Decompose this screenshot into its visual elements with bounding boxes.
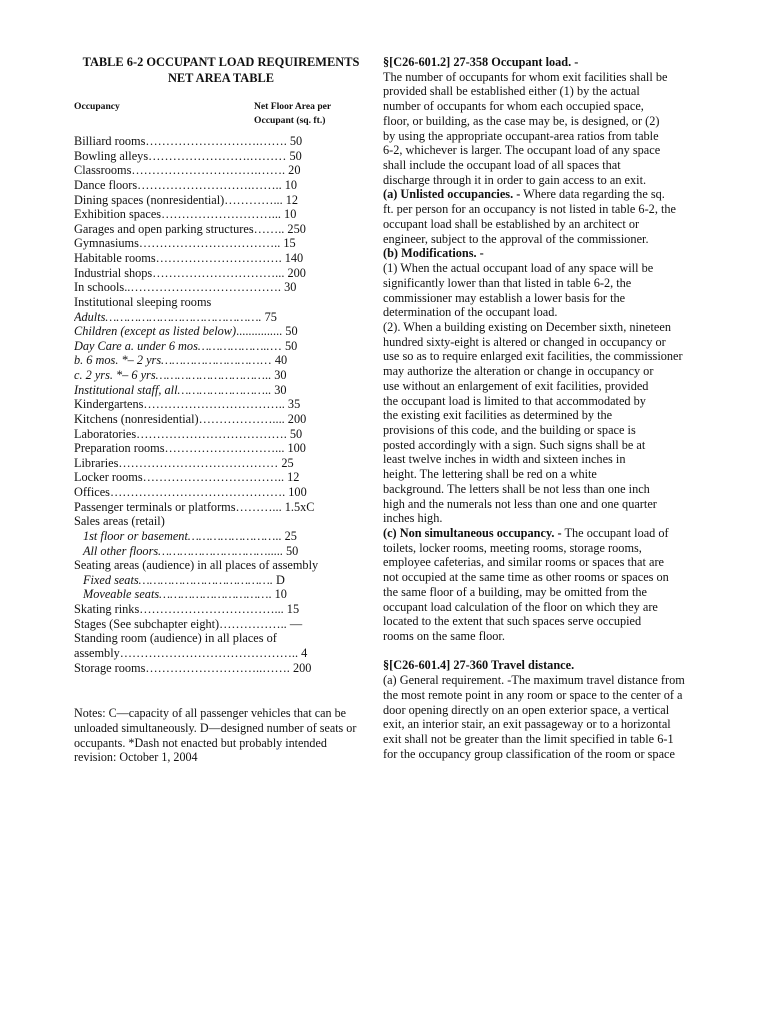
text-line: exit shall not be greater than the limit specified in table 6-1 xyxy=(383,732,674,747)
row-label: Exhibition spaces………………………... 10 xyxy=(74,207,297,222)
table-row xyxy=(74,529,368,544)
row-label: Kindergartens…………………………….. 35 xyxy=(74,397,301,412)
row-label: c. 2 yrs. *– 6 yrs………………………… xyxy=(74,368,265,382)
row-label: Habitable rooms…………………………. 140 xyxy=(74,251,304,265)
subsection-c-first-text: The occupant load of xyxy=(561,526,669,540)
text-line: 6-2, whichever is larger. The occupant load of any space xyxy=(383,143,661,158)
table-row xyxy=(74,631,368,646)
text-line: may authorize the alteration or change in occupancy or xyxy=(383,364,654,379)
text-line: located to the extent that such spaces serve occupied xyxy=(383,614,642,629)
text-line: the same floor of a building, may be omitted from the xyxy=(383,584,647,599)
subsection-a-text xyxy=(383,202,693,246)
row-label: assembly…………………………………….. 4 xyxy=(74,645,308,660)
row-label: All other floors………………………… xyxy=(83,543,268,558)
table-row xyxy=(74,602,368,617)
table-row xyxy=(74,617,368,632)
row-label: Dance floors……………………….…….. 10 xyxy=(74,177,298,192)
text-line: (1) When the actual occupant load of any space will be xyxy=(383,261,654,276)
subsection-c-heading: (c) Non simultaneous occupancy. - xyxy=(383,526,562,540)
text-line: the occupant load is limited to that accommodated by xyxy=(383,393,646,408)
subsection-b-text xyxy=(383,261,693,526)
row-label: Fixed seats………………………………. xyxy=(83,572,273,587)
table-row xyxy=(74,295,368,310)
text-line: occupant load calculation of the floor on which they are xyxy=(383,599,658,614)
table-row xyxy=(74,207,368,222)
row-label: Gymnasiums…………………………….. 15 xyxy=(74,236,296,251)
text-line: exit, an interior stair, an exit passageway or to a horizontal xyxy=(383,717,671,732)
text-line: not occupied at the same time as other rooms or spaces on xyxy=(383,570,669,585)
text-line: height. The lettering shall be red on a white xyxy=(383,467,597,482)
table-row xyxy=(74,310,368,325)
row-value: ............... 50 xyxy=(236,324,298,339)
table-title-line-1: TABLE 6-2 OCCUPANT LOAD REQUIREMENTS xyxy=(82,55,360,69)
text-line: provisions of this code, and the building or space is xyxy=(383,422,636,437)
row-value: … 50 xyxy=(269,338,298,353)
table-row xyxy=(74,427,368,442)
section-spacer xyxy=(383,644,693,659)
table-row xyxy=(74,134,368,149)
text-line: shall include the occupant load of all spaces that xyxy=(383,158,621,173)
table-row xyxy=(74,163,368,178)
text-line: toilets, locker rooms, meeting rooms, storage rooms, xyxy=(383,540,642,555)
table-row xyxy=(74,514,368,529)
text-line: the existing exit facilities as determined by the xyxy=(383,408,613,423)
row-label: Children (except as listed below) xyxy=(74,324,237,339)
row-label: b. 6 mos. *– 2 yrs……………………… xyxy=(74,353,260,368)
row-label: Garages and open parking structures…….. 250 xyxy=(74,221,306,236)
table-row xyxy=(74,485,368,500)
subsection-a-first-text: Where data regarding the sq. xyxy=(520,187,665,202)
row-label: Day Care a. under 6 mos……………….. xyxy=(74,338,270,353)
text-line: engineer, subject to the approval of the commissioner. xyxy=(383,231,649,246)
subsection-a-first-line xyxy=(383,187,693,202)
table-row xyxy=(74,500,368,515)
text-line: discharge through it in order to gain access to an exit. xyxy=(383,172,647,187)
column-header-occupancy: Occupancy xyxy=(74,101,120,112)
row-label: Institutional sleeping rooms xyxy=(74,294,212,309)
row-label: Bowling alleys…………………….……… 50 xyxy=(74,148,302,163)
row-value: . 10 xyxy=(268,587,287,602)
section-heading-occupant-load: §[C26-601.2] 27-358 Occupant load. - xyxy=(383,55,579,69)
text-line: least twelve inches in width and sixteen inches in xyxy=(383,452,626,467)
text-line: posted accordingly with a sign. Such signs shall be at xyxy=(383,437,646,452)
subsection-b-heading: (b) Modifications. - xyxy=(383,246,484,261)
text-line: hundred sixty-eight is altered or changed in occupancy or xyxy=(383,334,666,349)
row-label: Moveable seats………………………… xyxy=(83,587,269,602)
table-row xyxy=(74,397,368,412)
row-label: Skating rinks……………………………... 15 xyxy=(74,602,300,616)
row-label: Offices……………………………………. 100 xyxy=(74,485,307,499)
occupant-load-text xyxy=(383,70,693,188)
text-line: (a) General requirement. -The maximum travel distance from xyxy=(383,673,685,688)
table-row xyxy=(74,558,368,573)
table-row xyxy=(74,193,368,208)
row-label: Kitchens (nonresidential)……………….... 200 xyxy=(74,411,307,426)
row-value: ..... 50 xyxy=(267,543,299,558)
row-value: .. 25 xyxy=(275,528,297,543)
text-line: employee cafeterias, and similar rooms or spaces that are xyxy=(383,555,665,570)
table-row xyxy=(74,251,368,266)
table-row xyxy=(74,573,368,588)
row-label: Libraries………………………………… 25 xyxy=(74,455,294,470)
text-line: for the occupancy group classification of the room or space xyxy=(383,746,675,761)
row-label: Laboratories………………………………. 50 xyxy=(74,426,303,441)
table-row xyxy=(74,339,368,354)
row-label: Stages (See subchapter eight)…………….. — xyxy=(74,616,303,631)
row-label: Dining spaces (nonresidential)…………... 12 xyxy=(74,192,299,207)
row-label: Passenger terminals or platforms………... 1.5xC xyxy=(74,499,315,514)
left-column xyxy=(74,55,368,765)
table-title xyxy=(74,55,368,86)
subsection-c-text xyxy=(383,541,693,644)
row-label: Adults……………………………………. xyxy=(74,309,262,324)
table-row xyxy=(74,470,368,485)
text-line: inches high. xyxy=(383,511,443,526)
table-row xyxy=(74,222,368,237)
row-label: 1st floor or basement…………………… xyxy=(83,528,276,543)
row-label: Storage rooms………………………..……. 200 xyxy=(74,660,312,675)
row-label: Sales areas (retail) xyxy=(74,514,165,529)
text-line: provided shall be established either (1) by the actual xyxy=(383,84,640,99)
text-line: ft. per person for an occupancy is not listed in table 6-2, the xyxy=(383,202,676,217)
text-line: high and the numerals not less than one and one quarter xyxy=(383,496,657,511)
row-label: Billiard rooms……………………….……. 50 xyxy=(74,134,303,148)
table-row xyxy=(74,646,368,661)
row-value: … 40 xyxy=(259,353,288,368)
table-row xyxy=(74,280,368,295)
row-label: Seating areas (audience) in all places of assembly xyxy=(74,558,319,573)
text-line: determination of the occupant load. xyxy=(383,305,558,320)
text-line: (2). When a building existing on December sixth, nineteen xyxy=(383,319,671,334)
table-row xyxy=(74,441,368,456)
table-row xyxy=(74,178,368,193)
travel-distance-text xyxy=(383,673,693,761)
column-header-net-floor-area xyxy=(254,100,364,128)
text-line: rooms on the same floor. xyxy=(383,629,505,644)
table-row xyxy=(74,353,368,368)
column-header-area-line-2: Occupant (sq. ft.) xyxy=(254,115,326,126)
table-header xyxy=(74,100,368,134)
table-row xyxy=(74,661,368,676)
table-row xyxy=(74,456,368,471)
row-value: .. 30 xyxy=(264,368,287,382)
table-row xyxy=(74,236,368,251)
text-line: significantly lower than that listed in table 6-2, the xyxy=(383,275,632,290)
text-line: by using the appropriate occupant-area ratios from table xyxy=(383,128,659,143)
text-line: background. The letters shall be not less than one inch xyxy=(383,481,650,496)
row-value: D xyxy=(272,572,285,587)
row-label: Standing room (audience) in all places of xyxy=(74,631,277,646)
table-row xyxy=(74,412,368,427)
subsection-c-first-line xyxy=(383,526,693,541)
text-line: use without an enlargement of exit facilities, provided xyxy=(383,378,649,393)
table-notes: Notes: C—capacity of all passenger vehicles that can be unloaded simultaneously. D—designed number of seats or occupants. *Dash not enacted but probably intended revision: October 1, 2004 xyxy=(74,706,357,765)
row-label: In schools..………………………………. 30 xyxy=(74,280,297,295)
table-row xyxy=(74,544,368,559)
table-row xyxy=(74,368,368,383)
table-row xyxy=(74,383,368,398)
row-label: Preparation rooms………………………... 100 xyxy=(74,441,306,456)
text-line: door opening directly on an open exterior space, a vertical xyxy=(383,702,670,717)
row-value: .. 30 xyxy=(264,382,287,397)
text-line: use so as to require enlarged exit facilities, the commissioner xyxy=(383,349,683,364)
right-column xyxy=(383,55,693,761)
table-row xyxy=(74,324,368,339)
row-label: Locker rooms…………………………….. 12 xyxy=(74,470,300,485)
row-label: Institutional staff, all…………………… xyxy=(74,382,265,397)
section-heading-travel-distance: §[C26-601.4] 27-360 Travel distance. xyxy=(383,658,575,673)
row-label: Industrial shops…………………………... 200 xyxy=(74,265,306,280)
text-line: occupant load shall be established by an architect or xyxy=(383,216,640,231)
table-title-line-2: NET AREA TABLE xyxy=(167,70,275,85)
table-row xyxy=(74,266,368,281)
column-header-area-line-1: Net Floor Area per xyxy=(254,101,332,112)
occupancy-table-rows xyxy=(74,134,368,675)
row-label: Classrooms………………………….……. 20 xyxy=(74,163,301,178)
text-line: number of occupants for whom each occupied space, xyxy=(383,99,644,114)
row-value: 75 xyxy=(261,309,277,324)
text-line: floor, or building, as the case may be, is designed, or (2) xyxy=(383,113,660,128)
table-row xyxy=(74,587,368,602)
text-line: The number of occupants for whom exit facilities shall be xyxy=(383,69,668,84)
text-line: commissioner may establish a lower basis for the xyxy=(383,290,626,305)
subsection-a-heading: (a) Unlisted occupancies. - xyxy=(383,187,521,202)
text-line: the most remote point in any room or space to the center of a xyxy=(383,687,683,702)
table-row xyxy=(74,149,368,164)
